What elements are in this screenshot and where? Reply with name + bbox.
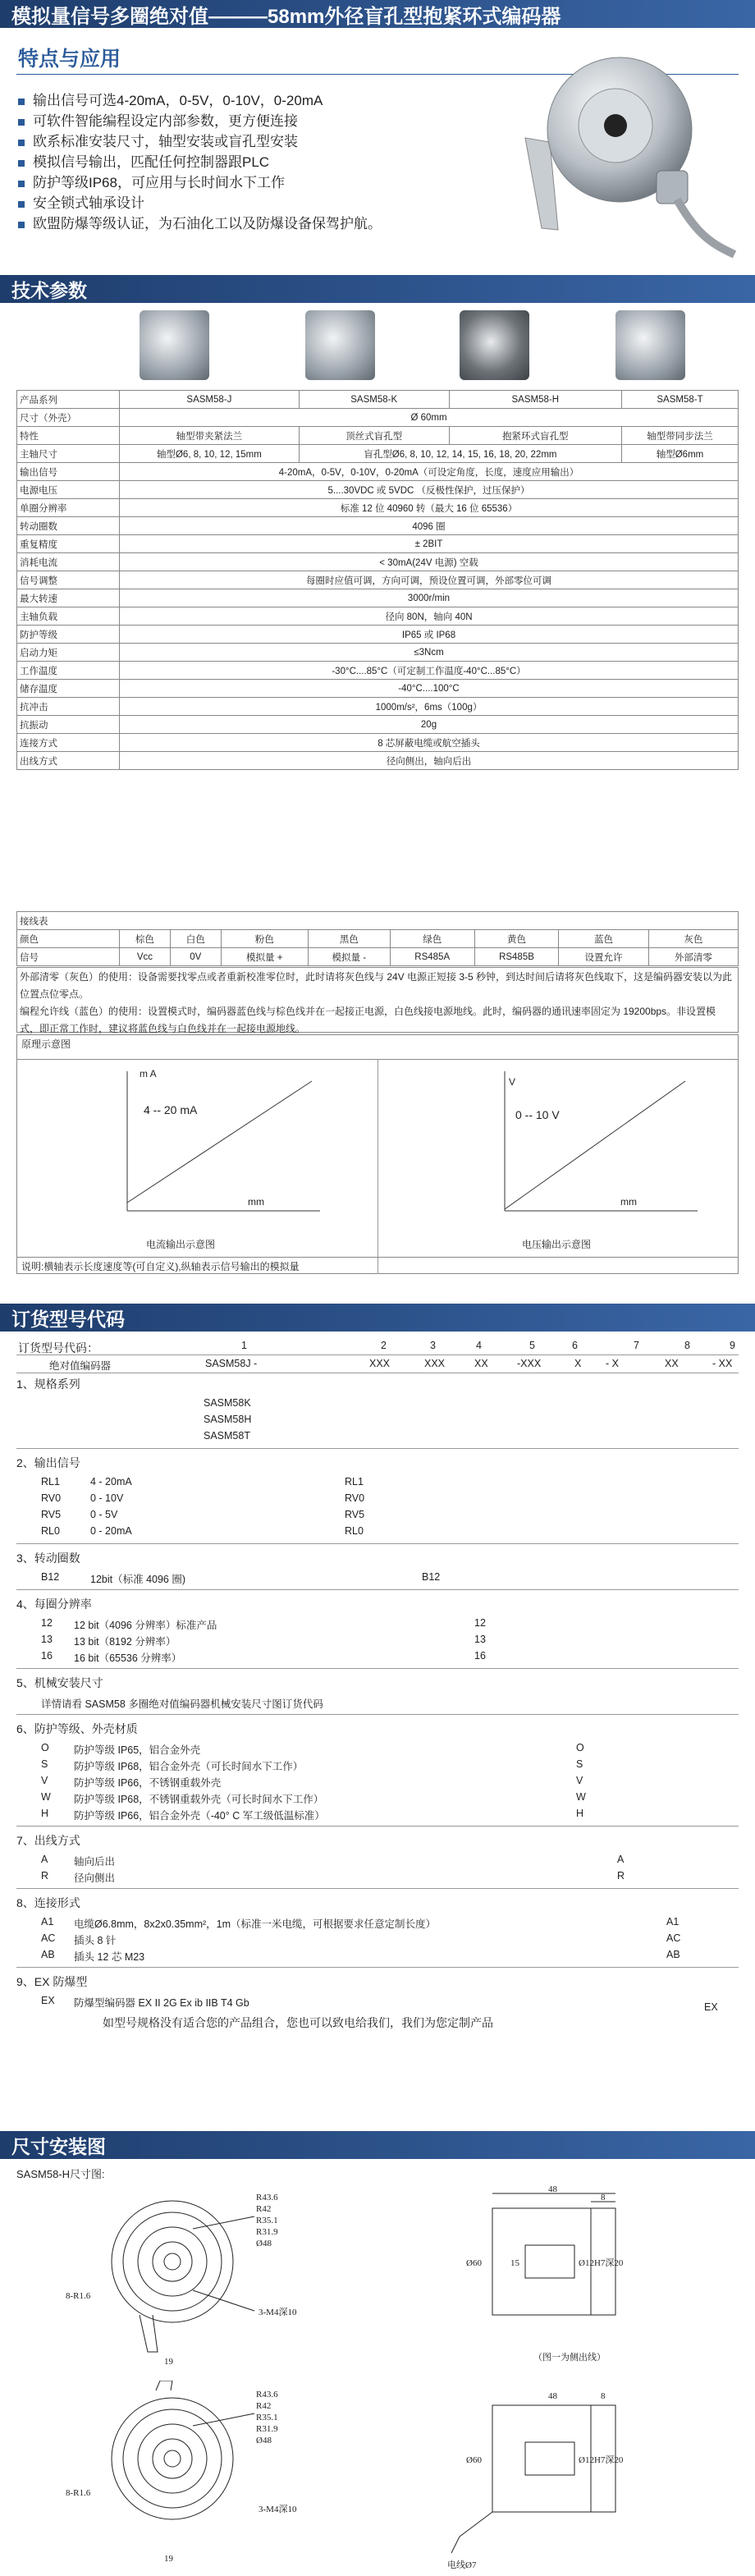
order-section-rule — [16, 1668, 739, 1669]
specs-title: 技术参数 — [11, 279, 87, 301]
order-code-placeholder: XX — [474, 1358, 488, 1369]
spec-label: 最大转速 — [17, 589, 120, 607]
diagram-footnote: 说明:横轴表示长度速度等(可自定义),纵轴表示信号输出的模拟量 — [21, 1261, 300, 1272]
order-code-placeholder: - XX — [712, 1358, 733, 1369]
dim-r43: R43.6 — [256, 2193, 278, 2202]
dim-r31: R31.9 — [256, 2424, 278, 2434]
feature-item: 欧系标准安装尺寸，轴型安装或盲孔型安装 — [18, 131, 382, 152]
wire-color: 黑色 — [308, 930, 390, 948]
order-col-number: 2 — [381, 1340, 387, 1351]
order-option-code: R — [41, 1870, 49, 1882]
diagram-footer-rule — [16, 1257, 739, 1258]
side-view-drawing-2 — [443, 2381, 739, 2574]
order-option-code: W — [41, 1791, 51, 1803]
bullet-icon — [18, 181, 25, 187]
spec-row — [17, 427, 739, 445]
order-series-item: SASM58H — [204, 1414, 252, 1425]
order-option-value: 12 — [474, 1617, 486, 1629]
order-code-placeholder: XXX — [369, 1358, 391, 1369]
spec-row — [17, 607, 739, 626]
order-col-number: 6 — [572, 1340, 578, 1351]
order-section-title: 7、出线方式 — [16, 1834, 80, 1847]
wiring-table — [16, 911, 739, 966]
dim-d60: Ø60 — [466, 2258, 482, 2268]
order-option-code: 12 — [41, 1617, 53, 1629]
order-option-code: V — [41, 1775, 48, 1786]
order-option-desc: 轴向后出 — [74, 1856, 116, 1868]
dim-h7: Ø12H7深20 — [579, 2258, 624, 2268]
encoder-product-photo — [492, 39, 739, 261]
dim-19: 19 — [164, 2357, 173, 2367]
spec-row — [17, 571, 739, 589]
spec-row — [17, 589, 739, 607]
note-program: 编程允许线（蓝色）的使用：设置模式时，编码器蓝色线与棕色线并在一起接正电源，白色线接电源地线。此时，编码器的通讯速率固定为 19200bps。非设置模式，即正常工作时，建议将蓝色线与白色线并在一起接电源地线。 — [20, 1006, 716, 1034]
order-section-title: 2、输出信号 — [16, 1456, 80, 1469]
current-output-chart — [98, 1063, 345, 1227]
order-section-rule — [16, 1888, 739, 1889]
order-option-desc: 防护等级 IP68，铝合金外壳（可长时间水下工作） — [74, 1761, 304, 1772]
spec-value: 4096 圈 — [120, 517, 739, 535]
spec-label: 抗冲击 — [17, 698, 120, 716]
order-option-value: EX — [704, 2001, 718, 2013]
dim-d15: 15 — [510, 2258, 519, 2268]
wire-signal: 外部清零 — [648, 948, 738, 966]
spec-value: 轴型Ø6mm — [621, 445, 738, 463]
dim-d48: Ø48 — [256, 2436, 272, 2445]
order-option-value: 16 — [474, 1650, 486, 1662]
spec-value: 顶丝式盲孔型 — [299, 427, 449, 445]
order-section-rule — [16, 1714, 739, 1715]
order-option-value: RV5 — [345, 1509, 365, 1520]
spec-value: 轴型带夹紧法兰 — [120, 427, 300, 445]
spec-value: 标准 12 位 40960 转（最大 16 位 65536） — [120, 499, 739, 517]
encoder-j-photo — [140, 310, 209, 380]
spec-row — [17, 752, 739, 770]
spec-label: 主轴尺寸 — [17, 445, 120, 463]
order-option-code: 13 — [41, 1634, 53, 1645]
encoder-t-photo — [615, 310, 685, 380]
dim-w8: 8 — [601, 2193, 606, 2202]
spec-value: 径向侧出，轴向后出 — [120, 752, 739, 770]
wire-color: 白色 — [170, 930, 221, 948]
spec-value: SASM58-K — [299, 391, 449, 409]
order-product-name: 绝对值编码器 — [49, 1360, 112, 1372]
order-option-desc: 插头 12 芯 M23 — [74, 1951, 145, 1963]
wire-signal: RS485B — [474, 948, 559, 966]
order-option-code: B12 — [41, 1571, 60, 1583]
spec-row — [17, 391, 739, 409]
spec-value: 1000m/s²，6ms（100g） — [120, 698, 739, 716]
spec-label: 单圈分辨率 — [17, 499, 120, 517]
dims-title-bar — [0, 2131, 755, 2159]
dim-m4: 3-M4深10 — [259, 2308, 297, 2317]
spec-value: 轴型带同步法兰 — [621, 427, 738, 445]
order-option-value: A — [617, 1854, 625, 1865]
order-model: SASM58J - — [205, 1358, 258, 1369]
bullet-icon — [18, 119, 25, 126]
order-option-desc: 防护等级 IP66，不锈钢重载外壳 — [74, 1777, 222, 1789]
spec-value: 5....30VDC 或 5VDC （反极性保护，过压保护） — [120, 481, 739, 499]
order-section-title: 8、连接形式 — [16, 1896, 80, 1909]
page-title: 模拟量信号多圈绝对值———58mm外径盲孔型抱紧环式编码器 — [11, 5, 561, 28]
dim-w8: 8 — [601, 2391, 606, 2401]
wiring-title: 接线表 — [17, 912, 739, 930]
order-option-value: R — [617, 1870, 625, 1882]
spec-row — [17, 499, 739, 517]
spec-value: 盲孔型Ø6, 8, 10, 12, 14, 15, 16, 18, 20, 22mm — [299, 445, 621, 463]
dim-r16: 8-R1.6 — [66, 2291, 91, 2301]
order-option-value: AC — [666, 1932, 681, 1944]
dim-r35: R35.1 — [256, 2413, 278, 2422]
bullet-icon — [18, 222, 25, 228]
order-option-value: RL1 — [345, 1476, 364, 1487]
spec-label: 抗振动 — [17, 716, 120, 734]
order-col-number: 3 — [430, 1340, 436, 1351]
dim-r35: R35.1 — [256, 2216, 278, 2225]
bullet-icon — [18, 201, 25, 208]
wire-signal: 0V — [170, 948, 221, 966]
order-option-desc: 插头 8 针 — [74, 1935, 117, 1946]
spec-label: 消耗电流 — [17, 553, 120, 571]
dims-caption: （图一为侧出线） — [533, 2353, 606, 2363]
dim-r31: R31.9 — [256, 2227, 278, 2237]
side-view-drawing-1 — [443, 2184, 739, 2372]
principle-title: 原理示意图 — [21, 1038, 71, 1050]
wire-signal: Vcc — [120, 948, 171, 966]
wire-color: 棕色 — [120, 930, 171, 948]
order-option-value: A1 — [666, 1916, 680, 1927]
order-option-desc: 防爆型编码器 EX II 2G Ex ib IIB T4 Gb — [74, 1997, 249, 2009]
order-option-value: V — [576, 1775, 583, 1786]
spec-row — [17, 445, 739, 463]
spec-row — [17, 517, 739, 535]
spec-value: 径向 80N，轴向 40N — [120, 607, 739, 626]
spec-value: 每圈时应值可调，方向可调，预设位置可调，外部零位可调 — [120, 571, 739, 589]
order-option-code: 16 — [41, 1650, 53, 1662]
spec-label: 主轴负载 — [17, 607, 120, 626]
order-section-rule — [16, 1589, 739, 1590]
order-title: 订货型号代码 — [11, 1308, 125, 1330]
order-option-desc: 防护等级 IP65，铝合金外壳 — [74, 1744, 201, 1756]
order-option-desc: 径向侧出 — [74, 1872, 116, 1884]
wire-signal: RS485A — [390, 948, 474, 966]
dims-title: 尺寸安装图 — [11, 2135, 106, 2157]
voltage-range: 0 -- 10 V — [515, 1108, 560, 1121]
order-col-number: 5 — [529, 1340, 535, 1351]
spec-value: -30°C....85°C（可定制工作温度-40°C...85°C） — [120, 662, 739, 680]
spec-value: Ø 60mm — [120, 409, 739, 427]
order-option-code: EX — [41, 1995, 55, 2006]
spec-label: 转动圈数 — [17, 517, 120, 535]
order-option-code: AB — [41, 1949, 55, 1960]
order-section-title: 9、EX 防爆型 — [16, 1975, 88, 1988]
spec-row — [17, 553, 739, 571]
bullet-icon — [18, 140, 25, 146]
wire-signal: 模拟量 + — [221, 948, 308, 966]
order-option-desc: 详情请看 SASM58 多圈绝对值编码器机械安装尺寸图订货代码 — [41, 1698, 323, 1710]
spec-label: 电源电压 — [17, 481, 120, 499]
order-option-value: H — [576, 1808, 584, 1819]
order-col-number: 1 — [241, 1340, 247, 1351]
spec-label: 重复精度 — [17, 535, 120, 553]
order-code-placeholder: - X — [606, 1358, 619, 1369]
features-title: 特点与应用 — [18, 48, 121, 71]
order-section-rule — [16, 1826, 739, 1827]
order-section-title: 6、防护等级、外壳材质 — [16, 1722, 138, 1735]
order-code-placeholder: -XXX — [517, 1358, 542, 1369]
order-section-rule — [16, 1543, 739, 1544]
order-option-desc: 16 bit（65536 分辨率） — [74, 1652, 182, 1664]
dim-r16: 8-R1.6 — [66, 2488, 91, 2498]
order-title-bar — [0, 1304, 755, 1332]
bullet-icon — [18, 160, 25, 167]
dim-d48: Ø48 — [256, 2239, 272, 2248]
order-footer-note: 如型号规格没有适合您的产品组合，您也可以致电给我们，我们为您定制产品 — [103, 2016, 493, 2029]
order-header-rule — [16, 1354, 739, 1355]
order-option-code: RL1 — [41, 1476, 60, 1487]
order-code-placeholder: XXX — [424, 1358, 446, 1369]
spec-value: SASM58-H — [449, 391, 621, 409]
wire-signal: 模拟量 - — [308, 948, 390, 966]
spec-value: 3000r/min — [120, 589, 739, 607]
order-option-desc: 12 bit（4096 分辨率）标准产品 — [74, 1620, 217, 1631]
dim-w48: 48 — [548, 2184, 557, 2194]
order-option-code: RV5 — [41, 1509, 62, 1520]
spec-label: 连接方式 — [17, 734, 120, 752]
order-option-desc: 电缆Ø6.8mm，8x2x0.35mm²，1m（标准一米电缆，可根据要求任意定制长度） — [74, 1918, 437, 1930]
spec-label: 特性 — [17, 427, 120, 445]
current-caption: 电流输出示意图 — [146, 1239, 216, 1250]
spec-row — [17, 662, 739, 680]
spec-value: 4-20mA，0-5V，0-10V，0-20mA（可设定角度，长度，速度应用输出） — [120, 463, 739, 481]
order-col-number: 8 — [684, 1340, 690, 1351]
order-option-desc: 13 bit（8192 分辨率） — [74, 1636, 176, 1648]
wire-color: 粉色 — [221, 930, 308, 948]
feature-item: 安全锁式轴承设计 — [18, 193, 382, 213]
wire-signal: 设置允许 — [559, 948, 648, 966]
dim-r43: R43.6 — [256, 2390, 278, 2400]
spec-value: SASM58-J — [120, 391, 300, 409]
order-series-item: SASM58K — [204, 1397, 251, 1409]
spec-row — [17, 716, 739, 734]
spec-table — [16, 390, 739, 770]
spec-row — [17, 535, 739, 553]
spec-row — [17, 463, 739, 481]
spec-row — [17, 644, 739, 662]
spec-value: 20g — [120, 716, 739, 734]
order-col-number: 7 — [634, 1340, 639, 1351]
order-section-title: 5、机械安装尺寸 — [16, 1676, 103, 1689]
spec-row — [17, 698, 739, 716]
wire-color: 绿色 — [390, 930, 474, 948]
current-y-label: m A — [140, 1068, 157, 1079]
order-option-value: B12 — [422, 1571, 441, 1583]
order-section-title: 4、每圈分辨率 — [16, 1597, 92, 1611]
diagram-header-rule — [16, 1059, 739, 1060]
feature-item: 欧盟防爆等级认证，为石油化工以及防爆设备保驾护航。 — [18, 213, 382, 234]
spec-row — [17, 409, 739, 427]
order-option-value: RL0 — [345, 1525, 364, 1537]
page-title-bar — [0, 0, 755, 28]
dim-w48: 48 — [548, 2391, 557, 2401]
features-list — [18, 90, 382, 234]
spec-row — [17, 680, 739, 698]
dim-19: 19 — [164, 2554, 173, 2564]
spec-value: 8 芯屏蔽电缆或航空插头 — [120, 734, 739, 752]
dim-r42: R42 — [256, 2204, 272, 2214]
voltage-caption: 电压输出示意图 — [522, 1239, 592, 1250]
spec-value: ± 2BIT — [120, 535, 739, 553]
order-option-desc: 防护等级 IP68，不锈钢重载外壳（可长时间水下工作） — [74, 1794, 324, 1805]
spec-label: 启动力矩 — [17, 644, 120, 662]
spec-value: -40°C....100°C — [120, 680, 739, 698]
voltage-y-label: V — [509, 1076, 516, 1088]
dim-r42: R42 — [256, 2401, 272, 2411]
order-option-code: RV0 — [41, 1492, 62, 1504]
order-option-desc: 12bit（标准 4096 圈) — [90, 1574, 186, 1585]
order-option-code: H — [41, 1808, 49, 1819]
order-option-value: AB — [666, 1949, 680, 1960]
spec-label: 工作温度 — [17, 662, 120, 680]
spec-label: 输出信号 — [17, 463, 120, 481]
order-option-value: O — [576, 1742, 584, 1753]
order-option-desc: 防护等级 IP66，铝合金外壳（-40° C 军工级低温标准） — [74, 1810, 325, 1822]
spec-value: IP65 或 IP68 — [120, 626, 739, 644]
order-option-code: O — [41, 1742, 49, 1753]
dim-d60: Ø60 — [466, 2455, 482, 2465]
order-option-value: RV0 — [345, 1492, 365, 1504]
order-option-value: 13 — [474, 1634, 486, 1645]
spec-value: 抱紧环式盲孔型 — [449, 427, 621, 445]
current-x-label: mm — [248, 1196, 264, 1208]
spec-row — [17, 481, 739, 499]
order-code-label: 订货型号代码： — [18, 1341, 98, 1354]
order-option-code: A1 — [41, 1916, 54, 1927]
spec-row — [17, 626, 739, 644]
order-series-item: SASM58T — [204, 1430, 250, 1442]
order-option-desc: 0 - 10V — [90, 1492, 124, 1504]
voltage-x-label: mm — [620, 1196, 637, 1208]
current-range: 4 -- 20 mA — [144, 1103, 198, 1116]
wire-color: 蓝色 — [559, 930, 648, 948]
order-option-desc: 0 - 5V — [90, 1509, 118, 1520]
order-option-code: AC — [41, 1932, 56, 1944]
dim-m4: 3-M4深10 — [259, 2505, 297, 2514]
spec-label: 信号调整 — [17, 571, 120, 589]
spec-value: < 30mA(24V 电源) 空载 — [120, 553, 739, 571]
order-option-value: W — [576, 1791, 586, 1803]
order-section-rule — [16, 1448, 739, 1449]
wiring-color-label: 颜色 — [17, 930, 120, 948]
order-section-title: 3、转动圈数 — [16, 1552, 80, 1565]
wiring-signal-label: 信号 — [17, 948, 120, 966]
spec-value: 轴型Ø6, 8, 10, 12, 15mm — [120, 445, 300, 463]
order-col-number: 4 — [476, 1340, 482, 1351]
order-code-placeholder: X — [574, 1358, 582, 1369]
feature-item: 防护等级IP68，可应用与长时间水下工作 — [18, 172, 382, 193]
feature-item: 输出信号可选4-20mA，0-5V，0-10V，0-20mA — [18, 90, 382, 111]
order-option-code: S — [41, 1758, 48, 1770]
encoder-k-photo — [305, 310, 375, 380]
note-zero: 外部清零（灰色）的使用：设备需要找零点或者重新校准零位时，此时请将灰色线与 24V 电源正短接 3-5 秒钟，到达时间后请将灰色线取下，这是编码器安装以为此位置点位零点。 — [20, 971, 733, 1000]
order-option-code: A — [41, 1854, 48, 1865]
bullet-icon — [18, 99, 25, 105]
order-section-title: 1、规格系列 — [16, 1377, 80, 1391]
spec-label: 产品系列 — [17, 391, 120, 409]
spec-label: 出线方式 — [17, 752, 120, 770]
encoder-h-photo — [460, 310, 529, 380]
order-col-number: 9 — [730, 1340, 735, 1351]
order-option-code: RL0 — [41, 1525, 60, 1537]
feature-item: 模拟信号输出，匹配任何控制器跟PLC — [18, 152, 382, 172]
spec-row — [17, 734, 739, 752]
order-option-desc: 0 - 20mA — [90, 1525, 132, 1537]
order-option-desc: 4 - 20mA — [90, 1476, 132, 1487]
specs-title-bar — [0, 275, 755, 303]
dims-subtitle: SASM58-H尺寸图: — [16, 2168, 105, 2180]
dim-h7: Ø12H7深20 — [579, 2455, 624, 2465]
feature-item: 可软件智能编程设定内部参数，更方便连接 — [18, 111, 382, 131]
front-view-drawing-2 — [49, 2381, 378, 2569]
order-code-placeholder: XX — [665, 1358, 679, 1369]
spec-label: 储存温度 — [17, 680, 120, 698]
dim-cable: 电线Ø7 — [447, 2560, 477, 2570]
wire-color: 灰色 — [648, 930, 738, 948]
order-option-value: S — [576, 1758, 583, 1770]
spec-value: ≤3Ncm — [120, 644, 739, 662]
order-section-rule — [16, 1967, 739, 1968]
wire-color: 黄色 — [474, 930, 559, 948]
front-view-drawing-1 — [49, 2184, 378, 2372]
spec-label: 防护等级 — [17, 626, 120, 644]
spec-label: 尺寸（外壳） — [17, 409, 120, 427]
spec-value: SASM58-T — [621, 391, 738, 409]
